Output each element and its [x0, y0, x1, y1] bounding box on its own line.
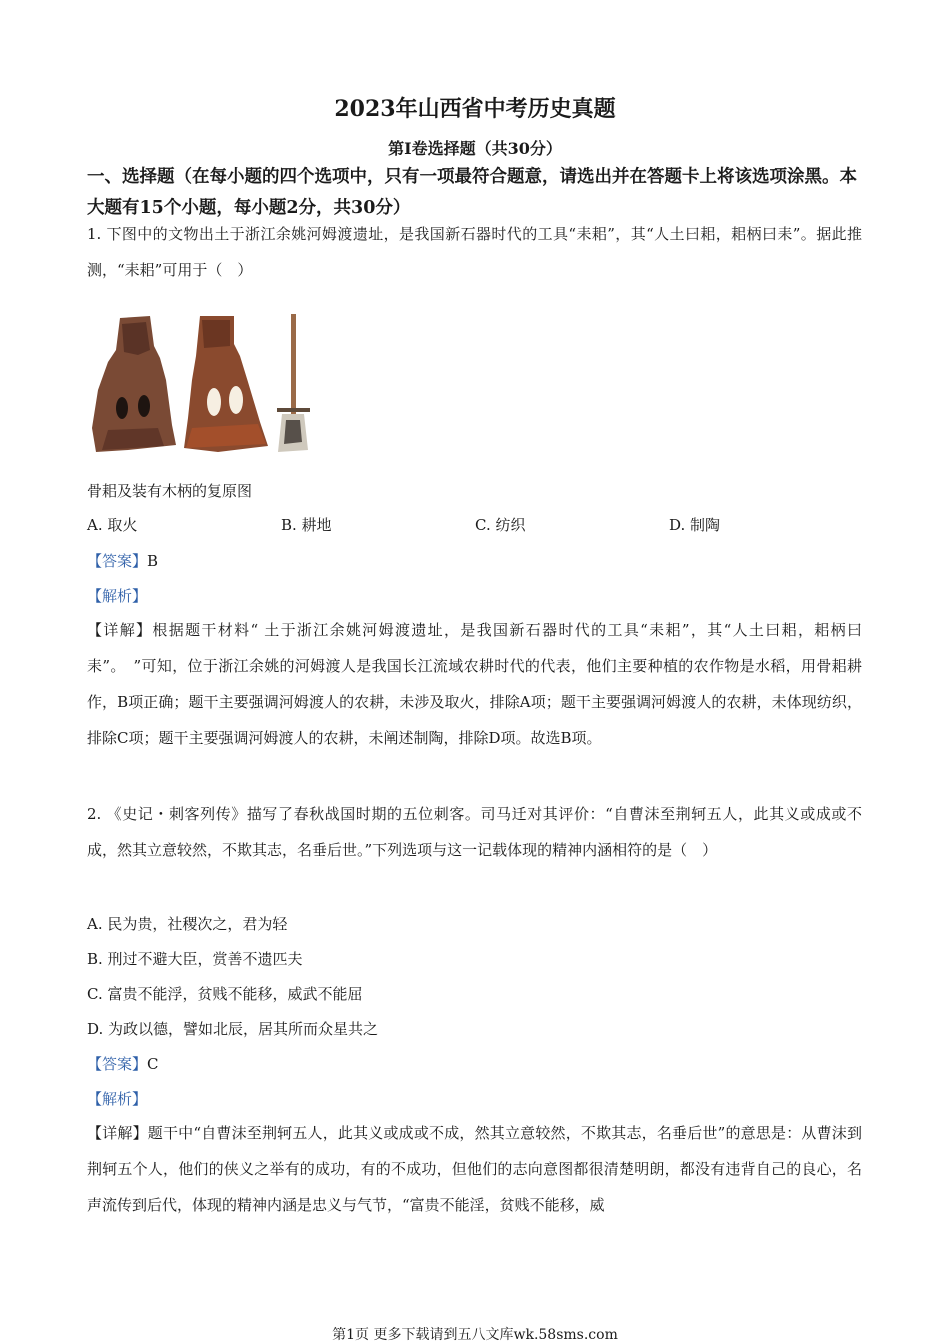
section-heading: 一、选择题（在每小题的四个选项中，只有一项最符合题意，请选出并在答题卡上将该选项涂黑。本大题有15个小题，每小题2分，共30分）: [87, 167, 857, 218]
answer-label: 【答案】: [87, 1055, 148, 1073]
answer-value: B: [147, 552, 159, 570]
q2-analysis-label: 【解析】: [87, 1090, 148, 1108]
q2-option-a: A. 民为贵，社稷次之，君为轻: [87, 915, 288, 933]
q1-answer: [87, 550, 158, 571]
q1-option-b: B. 耕地: [281, 516, 332, 534]
page-footer: 第1页 更多下载请到五八文库wk.58sms.com: [332, 1327, 618, 1343]
detail-label: 【详解】: [87, 621, 153, 639]
bone-spade-image: [88, 310, 313, 465]
detail-label: 【详解】: [87, 1124, 148, 1142]
q2-option-b: B. 刑过不避大臣，赏善不遗匹夫: [87, 950, 303, 968]
q1-option-a: A. 取火: [87, 516, 138, 534]
q2-option-d: D. 为政以德，譬如北辰，居其所而众星共之: [87, 1020, 379, 1038]
q1-stem: 1. 下图中的文物出土于浙江余姚河姆渡遗址，是我国新石器时代的工具“耒耜”，其“人土曰耜，耜柄曰耒”。据此推测，“耒耜”可用于（ ）: [87, 225, 862, 279]
q2-detail: [87, 1115, 862, 1223]
q1-detail: [87, 612, 862, 756]
q1-analysis-label: 【解析】: [87, 587, 148, 605]
q2-option-c: C. 富贵不能浮，贫贱不能移，威武不能屈: [87, 985, 363, 1003]
page-subtitle: 第I卷选择题（共30分）: [388, 139, 562, 158]
q2-stem: 2. 《史记・刺客列传》描写了春秋战国时期的五位刺客。司马迁对其评价：“自曹沫至荆轲五人，此其义或成或不成，然其立意较然，不欺其志，名垂后世。”下列选项与这一记载体现的精神内涵相符的是（ ）: [87, 805, 862, 859]
detail-text: 根据题干材料“ 土于浙江余姚河姆渡遗址，是我国新石器时代的工具“耒耜”，其“人土曰耜，耜柄曰耒”。 ”可知，位于浙江余姚的河姆渡人是我国长江流域农耕时代的代表，他们主要种植的农作物是水稻，用骨耜耕作，B项正确；题干主要强调河姆渡人的农耕，未涉及取火，排除A项；题干主要强调河姆渡人的农耕，未体现纺织，排除C项；题干主要强调河姆渡人的农耕，未阐述制陶，排除D项。故选B项。: [87, 621, 862, 747]
q2-answer: [87, 1053, 159, 1074]
q1-image-caption: 骨耜及装有木柄的复原图: [87, 482, 253, 500]
page-title: 2023年山西省中考历史真题: [334, 96, 616, 122]
q1-option-d: D. 制陶: [669, 516, 721, 534]
answer-label: 【答案】: [87, 552, 148, 570]
q1-option-c: C. 纺织: [475, 516, 526, 534]
detail-text: 题干中“自曹沫至荆轲五人，此其义或成或不成，然其立意较然，不欺其志，名垂后世”的意思是：从曹沫到荆轲五个人，他们的侠义之举有的成功，有的不成功，但他们的志向意图都很清楚明朗，都没有违背自己的良心，名声流传到后代，体现的精神内涵是忠义与气节，“富贵不能淫，贫贱不能移，威: [87, 1124, 862, 1214]
answer-value: C: [147, 1055, 159, 1073]
